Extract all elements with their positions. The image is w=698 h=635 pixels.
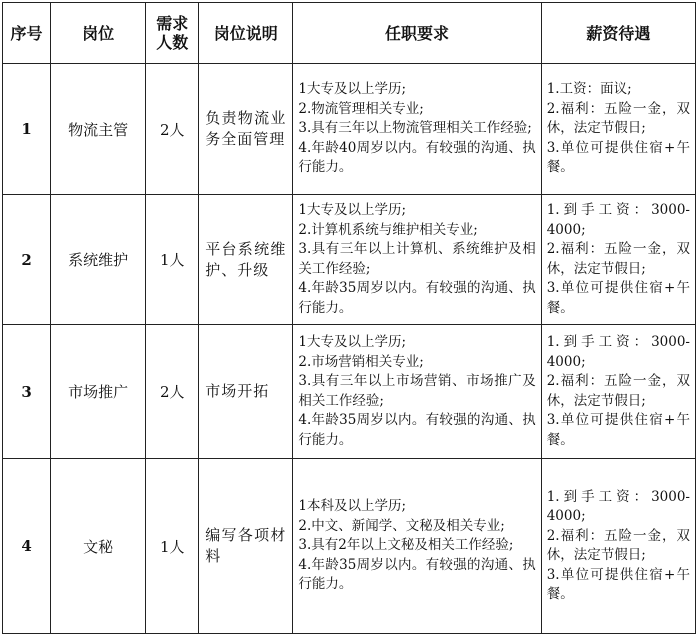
requirement-line: 4.年龄35周岁以内。有较强的沟通、执行能力。 bbox=[298, 556, 536, 593]
row-description: 编写各项材料 bbox=[199, 459, 293, 634]
row-requirements bbox=[293, 325, 541, 459]
row-salary bbox=[541, 325, 695, 459]
row-count: 2人 bbox=[146, 64, 199, 195]
salary-line: 1.工资：面议; bbox=[546, 81, 632, 98]
row-requirements bbox=[293, 195, 541, 325]
row-salary bbox=[541, 64, 695, 195]
row-count: 2人 bbox=[146, 325, 199, 459]
salary-line: 2.福利：五险一金，双休，法定节假日; bbox=[546, 527, 690, 563]
salary-line: 3.单位可提供住宿+午餐。 bbox=[546, 566, 690, 602]
row-no: 2 bbox=[3, 195, 51, 325]
table-row bbox=[3, 459, 696, 634]
row-position: 物流主管 bbox=[51, 64, 146, 195]
requirement-line: 4.年龄35周岁以内。有较强的沟通、执行能力。 bbox=[298, 280, 536, 316]
requirement-line: 3.具有三年以上物流管理相关工作经验; bbox=[298, 120, 532, 137]
header-salary: 薪资待遇 bbox=[541, 3, 695, 64]
row-no: 4 bbox=[3, 459, 51, 634]
row-description: 市场开拓 bbox=[199, 325, 293, 459]
table-row bbox=[3, 325, 696, 459]
row-requirements bbox=[293, 459, 541, 634]
salary-line: 3.单位可提供住宿+午餐。 bbox=[546, 139, 690, 176]
row-count: 1人 bbox=[146, 459, 199, 634]
requirement-line: 3.具有三年以上市场营销、市场推广及相关工作经验; bbox=[298, 373, 536, 409]
header-count bbox=[146, 3, 199, 64]
salary-line: 3.单位可提供住宿+午餐。 bbox=[546, 280, 690, 316]
header-count-line1: 需求 bbox=[156, 14, 189, 33]
row-no: 3 bbox=[3, 325, 51, 459]
row-position: 系统维护 bbox=[51, 195, 146, 325]
requirement-line: 1大专及以上学历; bbox=[298, 334, 407, 350]
requirement-line: 2.计算机系统与维护相关专业; bbox=[298, 221, 478, 238]
salary-line: 1.到手工资：3000-4000; bbox=[546, 202, 690, 238]
requirement-line: 1大专及以上学历; bbox=[298, 81, 407, 98]
requirement-line: 2.市场营销相关专业; bbox=[298, 353, 424, 370]
row-position: 市场推广 bbox=[51, 325, 146, 459]
salary-line: 3.单位可提供住宿+午餐。 bbox=[546, 412, 690, 448]
requirement-line: 3.具有2年以上文秘及相关工作经验; bbox=[298, 537, 514, 554]
row-salary bbox=[541, 459, 695, 634]
salary-line: 1.到手工资：3000-4000; bbox=[546, 334, 690, 370]
salary-line: 2.福利：五险一金，双休，法定节假日; bbox=[546, 241, 690, 277]
table-row bbox=[3, 195, 696, 325]
table-row bbox=[3, 64, 696, 195]
requirement-line: 3.具有三年以上计算机、系统维护及相关工作经验; bbox=[298, 241, 536, 277]
header-no: 序号 bbox=[3, 3, 51, 64]
salary-line: 2.福利：五险一金，双休，法定节假日; bbox=[546, 373, 690, 409]
row-description: 负责物流业务全面管理 bbox=[199, 64, 293, 195]
requirement-line: 4.年龄40周岁以内。有较强的沟通、执行能力。 bbox=[298, 139, 536, 176]
requirement-line: 2.中文、新闻学、文秘及相关专业; bbox=[298, 517, 505, 534]
row-salary bbox=[541, 195, 695, 325]
row-description: 平台系统维护、升级 bbox=[199, 195, 293, 325]
header-position: 岗位 bbox=[51, 3, 146, 64]
row-count: 1人 bbox=[146, 195, 199, 325]
requirement-line: 1大专及以上学历; bbox=[298, 202, 407, 218]
header-count-line2: 人数 bbox=[156, 33, 189, 52]
requirement-line: 2.物流管理相关专业; bbox=[298, 100, 424, 117]
header-requirements: 任职要求 bbox=[293, 3, 541, 64]
header-description: 岗位说明 bbox=[199, 3, 293, 64]
job-table bbox=[2, 2, 696, 634]
row-no: 1 bbox=[3, 64, 51, 195]
requirement-line: 4.年龄35周岁以内。有较强的沟通、执行能力。 bbox=[298, 412, 536, 448]
row-requirements bbox=[293, 64, 541, 195]
salary-line: 2.福利：五险一金，双休，法定节假日; bbox=[546, 100, 690, 137]
requirement-line: 1本科及以上学历; bbox=[298, 498, 407, 515]
row-position: 文秘 bbox=[51, 459, 146, 634]
header-row bbox=[3, 3, 696, 64]
salary-line: 1.到手工资：3000-4000; bbox=[546, 488, 690, 524]
